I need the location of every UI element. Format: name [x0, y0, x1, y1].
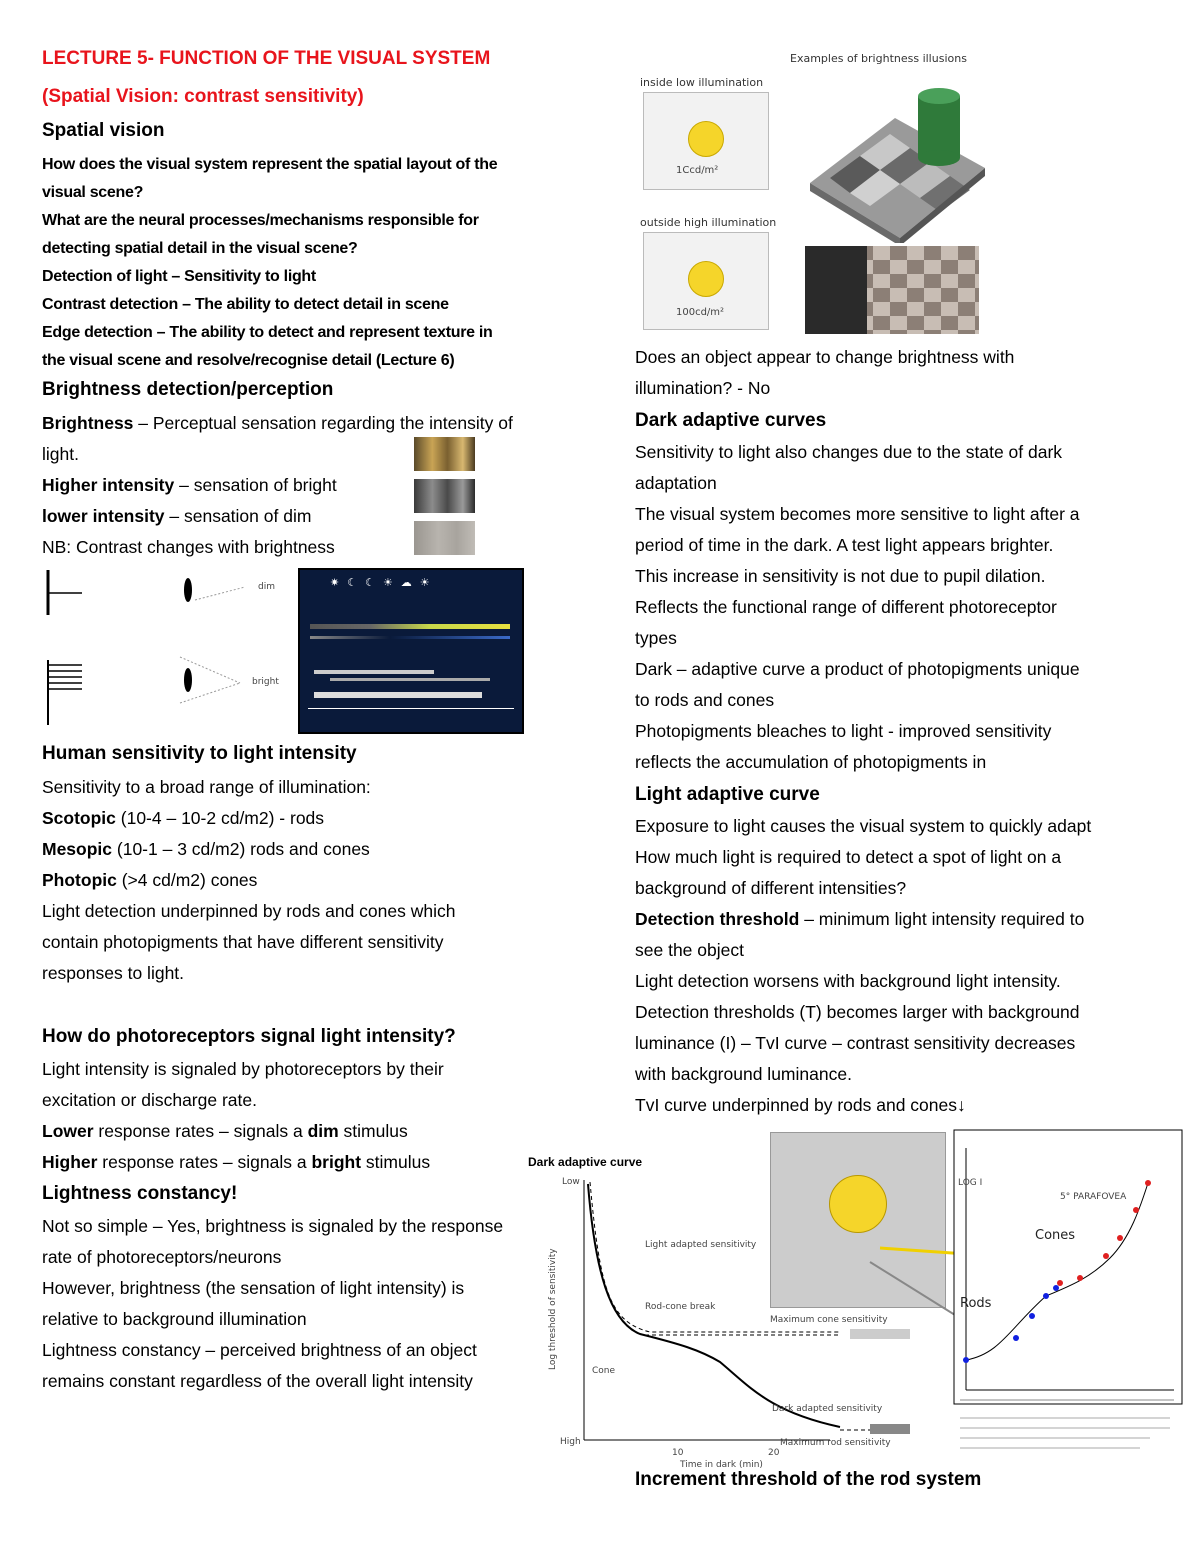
dac-x20: 20 [768, 1448, 780, 1458]
label-bright: bright [252, 677, 279, 687]
lower-def: response rates – signals a [93, 1121, 308, 1141]
term-photopic: Photopic [42, 870, 117, 890]
forest-photo-bright [414, 437, 475, 471]
yellow-circle [688, 261, 724, 297]
outside-panel [643, 232, 769, 330]
scotopic-def: (10-4 – 10-2 cd/m2) - rods [115, 808, 325, 828]
range-bar [310, 636, 510, 639]
illusion-title: Examples of brightness illusions [790, 52, 967, 65]
photoreceptor-section [42, 1054, 444, 1178]
dac-light-label: Light adapted sensitivity [645, 1240, 757, 1250]
term-bright: bright [311, 1152, 362, 1172]
light-line: background of different intensities? [635, 878, 907, 898]
heading-dark-adaptive: Dark adaptive curves [635, 410, 827, 431]
forest-photo-gray [414, 479, 475, 513]
term-brightness: Brightness [42, 413, 134, 433]
lower-def-end: stimulus [338, 1121, 408, 1141]
human-line: Light detection underpinned by rods and cones which [42, 901, 456, 921]
spatial-line: How does the visual system represent the spatial layout of the [42, 156, 498, 173]
range-bar [314, 692, 482, 698]
constancy-line: rate of photoreceptors/neurons [42, 1247, 282, 1267]
tvi-log-label: LOG I [958, 1178, 983, 1188]
heading-increment-threshold: Increment threshold of the rod system [635, 1469, 982, 1490]
dark-line: Dark – adaptive curve a product of photopigments unique [635, 659, 1080, 679]
mesopic-def: (10-1 – 3 cd/m2) rods and cones [112, 839, 370, 859]
range-bar [314, 670, 434, 674]
brightness-def: – Perceptual sensation regarding the intensity of [133, 413, 513, 433]
dark-line: to rods and cones [635, 690, 775, 710]
human-line: responses to light. [42, 963, 185, 983]
dark-line: reflects the accumulation of photopigments in [635, 752, 987, 772]
outside-label: outside high illumination [640, 216, 777, 229]
light-line: Exposure to light causes the visual system to quickly adapt [635, 816, 1092, 836]
spatial-line: detecting spatial detail in the visual scene? [42, 240, 358, 257]
term-detection-threshold: Detection threshold [635, 909, 800, 929]
forest-photo-faded [414, 521, 475, 555]
heading-lightness-constancy: Lightness constancy! [42, 1183, 238, 1204]
heading-light-adaptive: Light adaptive curve [635, 784, 820, 805]
inside-value: 1Ccd/m² [676, 165, 719, 176]
term-lower: Lower [42, 1121, 94, 1141]
tvi-cones-label: Cones [1035, 1228, 1076, 1243]
human-sensitivity-section [42, 772, 455, 989]
dac-x10: 10 [672, 1448, 684, 1458]
constancy-line: Not so simple – Yes, brightness is signaled by the response [42, 1216, 504, 1236]
higher-intensity-def: – sensation of bright [174, 475, 337, 495]
checker-shadow-illusion [800, 78, 990, 243]
spatial-line: What are the neural processes/mechanisms responsible for [42, 212, 479, 229]
sky-icons: ✷☾☾☀☁☀ [330, 577, 438, 589]
heading-photoreceptors: How do photoreceptors signal light intensity? [42, 1026, 456, 1047]
dac-title: Dark adaptive curve [528, 1155, 643, 1169]
term-higher-intensity: Higher intensity [42, 475, 175, 495]
brightness-def-cont: light. [42, 444, 79, 464]
inside-label: inside low illumination [640, 76, 764, 89]
inside-panel [643, 92, 769, 190]
light-line: How much light is required to detect a spot of light on a [635, 847, 1062, 867]
spatial-line: visual scene? [42, 184, 144, 201]
light-line: see the object [635, 940, 744, 960]
tvi-parafovea-label: 5° PARAFOVEA [1060, 1192, 1127, 1202]
dark-line: Sensitivity to light also changes due to the state of dark [635, 442, 1063, 462]
photo-line: excitation or discharge rate. [42, 1090, 257, 1110]
photopic-def: (>4 cd/m2) cones [116, 870, 258, 890]
spatial-line: the visual scene and resolve/recognise detail (Lecture 6) [42, 352, 455, 369]
human-line: Sensitivity to a broad range of illumination: [42, 777, 371, 797]
lower-intensity-def: – sensation of dim [164, 506, 312, 526]
term-dim: dim [307, 1121, 339, 1141]
dark-line: Photopigments bleaches to light - improved sensitivity [635, 721, 1052, 741]
spatial-line: Contrast detection – The ability to detect detail in scene [42, 296, 449, 313]
range-axis [308, 708, 514, 709]
light-line: luminance (I) – TvI curve – contrast sensitivity decreases [635, 1033, 1076, 1053]
outside-value: 100cd/m² [676, 307, 725, 318]
spatial-line: Edge detection – The ability to detect and represent texture in [42, 324, 493, 341]
illumination-range-figure [298, 568, 524, 734]
constancy-line: remains constant regardless of the overall light intensity [42, 1371, 473, 1391]
heading-brightness: Brightness detection/perception [42, 379, 334, 400]
light-line: TvI curve underpinned by rods and cones↓ [635, 1095, 966, 1115]
dac-low: Low [562, 1177, 580, 1187]
dark-line: The visual system becomes more sensitive to light after a [635, 504, 1080, 524]
yellow-circle [688, 121, 724, 157]
range-bar [330, 678, 490, 681]
photo-line: Light intensity is signaled by photoreceptors by their [42, 1059, 444, 1079]
dark-line: Reflects the functional range of different photoreceptor [635, 597, 1057, 617]
light-line: Light detection worsens with background light intensity. [635, 971, 1061, 991]
dac-max-cone-label: Maximum cone sensitivity [770, 1315, 888, 1325]
constancy-line: relative to background illumination [42, 1309, 307, 1329]
term-lower-intensity: lower intensity [42, 506, 165, 526]
heading-human-sensitivity: Human sensitivity to light intensity [42, 743, 357, 764]
question-line: Does an object appear to change brightness with [635, 347, 1015, 367]
constancy-section [42, 1211, 503, 1397]
dac-cone-label: Cone [592, 1366, 616, 1376]
photo-cylinder [805, 246, 867, 334]
term-scotopic: Scotopic [42, 808, 116, 828]
constancy-line: Lightness constancy – perceived brightness of an object [42, 1340, 477, 1360]
question-section [635, 342, 1091, 1121]
dac-dark-label: Dark adapted sensitivity [772, 1404, 883, 1414]
dac-rod-label: Maximum rod sensitivity [780, 1438, 891, 1448]
human-line: contain photopigments that have different sensitivity [42, 932, 444, 952]
spatial-line: Detection of light – Sensitivity to light [42, 268, 316, 285]
dac-break-label: Rod-cone break [645, 1302, 716, 1312]
dark-line: period of time in the dark. A test light appears brighter. [635, 535, 1054, 555]
tvi-rods-label: Rods [960, 1296, 992, 1311]
dac-ylabel: Log threshold of sensitivity [548, 1248, 558, 1370]
checker-photo [805, 246, 979, 334]
page-subtitle: (Spatial Vision: contrast sensitivity) [42, 86, 364, 107]
dark-line: adaptation [635, 473, 717, 493]
dim-bright-diagram [40, 565, 290, 735]
dark-line: types [635, 628, 677, 648]
label-dim: dim [258, 582, 275, 592]
dark-line: This increase in sensitivity is not due to pupil dilation. [635, 566, 1046, 586]
detection-threshold-def: – minimum light intensity required to [799, 909, 1085, 929]
higher-def: response rates – signals a [97, 1152, 312, 1172]
dac-high: High [560, 1437, 581, 1447]
nb-note: NB: Contrast changes with brightness [42, 537, 335, 557]
higher-def-end: stimulus [361, 1152, 431, 1172]
light-line: Detection thresholds (T) becomes larger with background [635, 1002, 1080, 1022]
question-line: illumination? - No [635, 378, 771, 398]
range-bar [310, 624, 510, 629]
constancy-line: However, brightness (the sensation of light intensity) is [42, 1278, 465, 1298]
heading-spatial-vision: Spatial vision [42, 120, 165, 141]
dac-xlabel: Time in dark (min) [680, 1460, 763, 1470]
light-line: with background luminance. [635, 1064, 852, 1084]
term-mesopic: Mesopic [42, 839, 113, 859]
page-title: LECTURE 5- FUNCTION OF THE VISUAL SYSTEM [42, 48, 491, 69]
spatial-lines [42, 151, 497, 375]
term-higher: Higher [42, 1152, 98, 1172]
